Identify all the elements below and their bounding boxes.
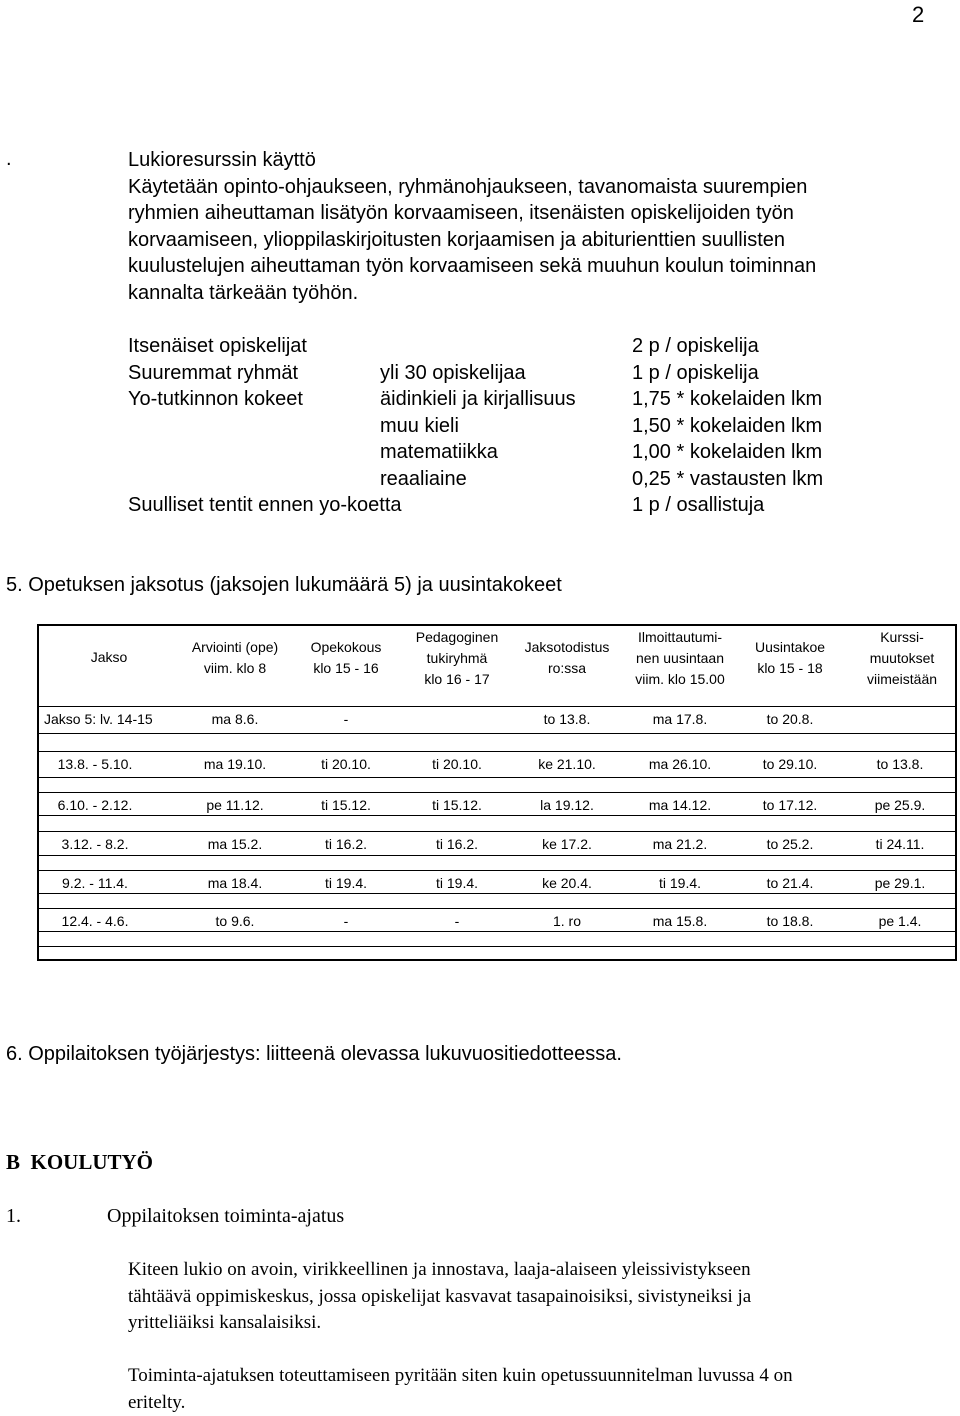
- table-divider: [37, 751, 957, 752]
- table-header-line: Pedagoginen: [415, 629, 499, 645]
- table-cell: ti 15.12.: [432, 797, 482, 813]
- table-cell: ma 8.6.: [211, 711, 259, 727]
- table-cell: ti 19.4.: [435, 875, 479, 891]
- paragraph-line: ryhmien aiheuttaman lisätyön korvaamiseen, itsenäisten opiskelijoiden työn: [128, 202, 794, 224]
- paragraph-line: yritteliäiksi kansalaisiksi.: [128, 1312, 322, 1333]
- table-cell: to 20.8.: [766, 711, 814, 727]
- table-header-line: ro:ssa: [547, 660, 587, 676]
- page-number: 2: [912, 2, 925, 27]
- resource-detail: äidinkieli ja kirjallisuus: [380, 388, 576, 410]
- resource-category: Itsenäiset opiskelijat: [128, 335, 307, 357]
- resource-detail: yli 30 opiskelijaa: [380, 362, 526, 384]
- table-cell: ma 26.10.: [648, 756, 712, 772]
- table-cell: ke 21.10.: [538, 756, 596, 772]
- paragraph: [128, 1363, 793, 1416]
- table-cell: ke 20.4.: [542, 875, 592, 891]
- table-cell: 12.4. - 4.6.: [61, 913, 129, 929]
- section-heading: 6. Oppilaitoksen työjärjestys: liitteenä olevassa lukuvuositiedotteessa.: [6, 1043, 622, 1065]
- table-cell: to 9.6.: [215, 913, 255, 929]
- paragraph: [128, 1257, 751, 1337]
- table-header-line: nen uusintaan: [636, 650, 724, 666]
- subsection-number: 1.: [6, 1205, 21, 1227]
- paragraph-line: Käytetään opinto-ohjaukseen, ryhmänohjaukseen, tavanomaista suurempien: [128, 175, 808, 198]
- table-cell: to 29.10.: [762, 756, 818, 772]
- section-4: [128, 147, 816, 306]
- table-header-cell: [620, 627, 740, 690]
- table-cell: 3.12. - 8.2.: [61, 836, 129, 852]
- table-header-line: klo 16 - 17: [424, 671, 490, 687]
- table-header-cell: [842, 627, 960, 690]
- table-cell: ma 21.2.: [652, 836, 708, 852]
- table-cell: Jakso 5: lv. 14-15: [44, 711, 153, 727]
- paragraph-line: tähtäävä oppimiskeskus, jossa opiskelijat kasvavat tasapainoisiksi, sivistyneiksi ja: [128, 1285, 752, 1307]
- resource-amount: 1 p / opiskelija: [632, 362, 759, 384]
- table-cell: to 13.8.: [876, 756, 924, 772]
- resource-detail: matematiikka: [380, 441, 498, 463]
- resource-detail: reaaliaine: [380, 468, 467, 490]
- table-divider: [37, 946, 957, 947]
- table-header-line: Jaksotodistus: [524, 639, 610, 655]
- table-header-line: viim. klo 8: [203, 660, 267, 676]
- table-divider: [37, 733, 957, 734]
- table-header-line: Opekokous: [310, 639, 382, 655]
- table-cell: ti 15.12.: [321, 797, 371, 813]
- paragraph-line: Kiteen lukio on avoin, virikkeellinen ja innostava, laaja-alaiseen yleissivistykseen: [128, 1259, 751, 1280]
- table-header-cell: [291, 637, 401, 679]
- resource-detail: muu kieli: [380, 415, 459, 437]
- table-cell: to 18.8.: [766, 913, 814, 929]
- table-cell: ti 20.10.: [321, 756, 371, 772]
- table-header-cell: [44, 647, 174, 668]
- table-cell: ma 15.2.: [207, 836, 263, 852]
- part-title: B KOULUTYÖ: [6, 1150, 154, 1174]
- table-header-line: Uusintakoe: [754, 639, 826, 655]
- table-cell: to 21.4.: [766, 875, 814, 891]
- table-divider: [37, 855, 957, 856]
- table-header-line: viim. klo 15.00: [635, 671, 725, 687]
- table-header-line: viimeistään: [866, 671, 938, 687]
- table-cell: ma 19.10.: [203, 756, 267, 772]
- table-divider: [37, 908, 957, 909]
- table-header-cell: [512, 637, 622, 679]
- resource-amount: 2 p / opiskelija: [632, 335, 759, 357]
- paragraph-line: Toiminta-ajatuksen toteuttamiseen pyritään siten kuin opetussuunnitelman luvussa 4 on: [128, 1365, 793, 1386]
- table-cell: -: [343, 913, 349, 929]
- subsection-title: Oppilaitoksen toiminta-ajatus: [107, 1205, 345, 1227]
- table-header-line: Arviointi (ope): [191, 639, 279, 655]
- table-header-cell: [735, 637, 845, 679]
- table-cell: pe 11.12.: [206, 797, 264, 813]
- table-header-line: tukiryhmä: [426, 650, 488, 666]
- table-divider: [37, 815, 957, 816]
- section-heading: 5. Opetuksen jaksotus (jaksojen lukumäärä 5) ja uusintakokeet: [6, 574, 562, 596]
- table-header-cell: [175, 637, 295, 679]
- table-cell: -: [343, 711, 349, 727]
- table-cell: pe 29.1.: [874, 875, 926, 891]
- paragraph-line: eritelty.: [128, 1391, 186, 1413]
- table-divider: [37, 792, 957, 793]
- resource-amount: 1 p / osallistuja: [632, 494, 765, 516]
- paragraph-line: korvaamiseen, ylioppilaskirjoitusten korjaamisen ja abiturienttien suullisten: [128, 228, 785, 251]
- table-cell: ma 18.4.: [207, 875, 263, 891]
- table-cell: ma 14.12.: [648, 797, 712, 813]
- table-cell: ti 19.4.: [324, 875, 368, 891]
- table-header-line: Jakso: [90, 649, 128, 665]
- table-cell: to 13.8.: [543, 711, 591, 727]
- table-cell: ma 17.8.: [652, 711, 708, 727]
- table-cell: to 17.12.: [762, 797, 818, 813]
- table-header-line: Ilmoittautumi-: [637, 629, 723, 645]
- table-divider: [37, 893, 957, 894]
- table-header-line: muutokset: [869, 650, 935, 666]
- table-cell: ke 17.2.: [542, 836, 592, 852]
- table-cell: ti 19.4.: [658, 875, 702, 891]
- table-header-line: klo 15 - 16: [313, 660, 379, 676]
- table-cell: -: [454, 913, 460, 929]
- resource-amount: 0,25 * vastausten lkm: [632, 468, 824, 490]
- table-cell: 6.10. - 2.12.: [57, 797, 133, 813]
- table-cell: ti 16.2.: [435, 836, 479, 852]
- table-header-cell: [402, 627, 512, 690]
- resource-amount: 1,00 * kokelaiden lkm: [632, 441, 823, 463]
- resource-category: Yo-tutkinnon kokeet: [128, 388, 303, 410]
- table-header-line: Kurssi-: [880, 629, 924, 645]
- table-cell: ti 20.10.: [432, 756, 482, 772]
- table-cell: ma 15.8.: [652, 913, 708, 929]
- section-bullet: .: [6, 148, 12, 170]
- table-cell: 9.2. - 11.4.: [62, 875, 128, 891]
- table-divider: [37, 870, 957, 871]
- table-cell: pe 25.9.: [874, 797, 926, 813]
- table-cell: ti 16.2.: [324, 836, 368, 852]
- table-cell: 13.8. - 5.10.: [57, 756, 133, 772]
- paragraph-line: kannalta tärkeään työhön.: [128, 281, 359, 304]
- table-divider: [37, 831, 957, 832]
- paragraph-line: kuulustelujen aiheuttaman työn korvaamiseen sekä muuhun koulun toiminnan: [128, 255, 817, 277]
- resource-amount: 1,50 * kokelaiden lkm: [632, 415, 823, 437]
- resource-category: Suuremmat ryhmät: [128, 362, 299, 384]
- table-cell: to 25.2.: [766, 836, 814, 852]
- table-cell: la 19.12.: [540, 797, 594, 813]
- table-cell: ti 24.11.: [875, 836, 925, 852]
- table-header-line: klo 15 - 18: [757, 660, 823, 676]
- resource-category: Suulliset tentit ennen yo-koetta: [128, 494, 402, 516]
- table-divider: [37, 706, 957, 707]
- table-cell: pe 1.4.: [878, 913, 922, 929]
- table-cell: 1. ro: [552, 913, 581, 929]
- table-divider: [37, 931, 957, 932]
- resource-amount: 1,75 * kokelaiden lkm: [632, 388, 823, 410]
- table-divider: [37, 777, 957, 778]
- section-heading: Lukioresurssin käyttö: [128, 149, 316, 171]
